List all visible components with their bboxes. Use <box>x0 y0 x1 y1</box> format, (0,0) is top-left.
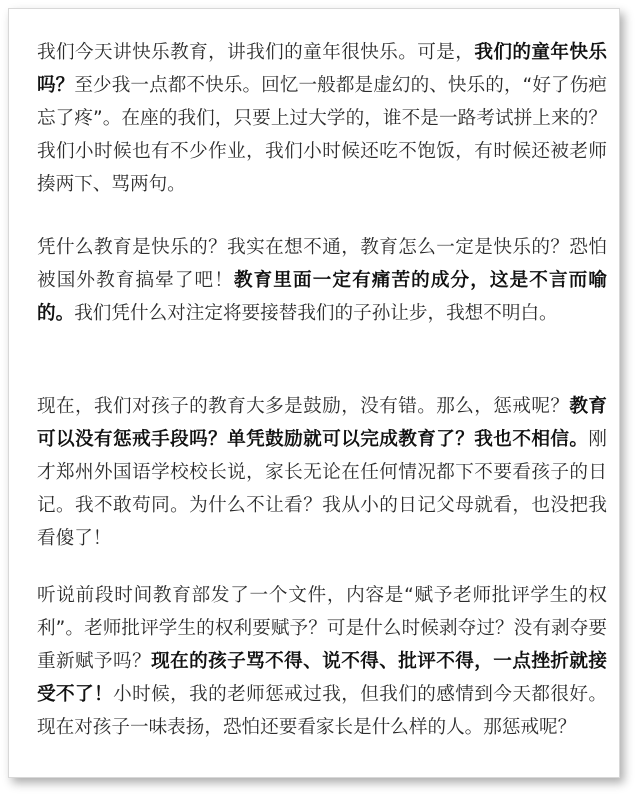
paragraph-4-text-2: 小时候，我的老师惩戒过我，但我们的感情到今天都很好。现在对孩子一味表扬，恐怕还要看家长是什么样的人。那惩戒呢？ <box>37 684 607 738</box>
paragraph-3-text-2: 刚才郑州外国语学校校长说，家长无论在任何情况都下不要看孩子的日记。我不敢苟同。为什么不让看？我从小的日记父母就看，也没把我看傻了！ <box>37 429 607 549</box>
paragraph-2-text-2: 我们凭什么对注定将要接替我们的子孙让步，我想不明白。 <box>74 303 558 324</box>
paragraph-4-bold-1: 现在的孩子骂不得、说不得、批评不得，一点挫折就接受不了！ <box>37 651 607 705</box>
paragraph-1-text-1: 我们今天讲快乐教育，讲我们的童年很快乐。可是， <box>37 42 475 63</box>
paragraph-2 <box>37 231 607 330</box>
paragraph-1-bold-1: 我们的童年快乐吗？ <box>37 42 607 96</box>
paragraph-2-bold-1: 教育里面一定有痛苦的成分，这是不言而喻的。 <box>37 270 607 324</box>
paragraph-4 <box>37 579 607 744</box>
paragraph-4-text-1: 听说前段时间教育部发了一个文件，内容是“赋予老师批评学生的权利”。老师批评学生的权利要赋予？可是什么时候剥夺过？没有剥夺要重新赋予吗？ <box>37 585 607 672</box>
paragraph-3-text-1: 现在，我们对孩子的教育大多是鼓励，没有错。那么，惩戒呢？ <box>37 396 570 417</box>
paragraph-3 <box>37 390 607 555</box>
paragraph-1 <box>37 36 607 201</box>
paragraph-1-text-2: 至少我一点都不快乐。回忆一般都是虚幻的、快乐的，“好了伤疤忘了疼”。在座的我们，只要上过大学的，谁不是一路考试拼上来的？我们小时候也有不少作业，我们小时候还吃不饱饭，有时候还被老师揍两下、骂两句。 <box>37 75 607 195</box>
document-page <box>8 8 620 778</box>
paragraph-2-text-1: 凭什么教育是快乐的？我实在想不通，教育怎么一定是快乐的？恐怕被国外教育搞晕了吧！ <box>37 237 607 291</box>
paragraph-3-bold-1: 教育可以没有惩戒手段吗？单凭鼓励就可以完成教育了？我也不相信。 <box>37 396 607 450</box>
